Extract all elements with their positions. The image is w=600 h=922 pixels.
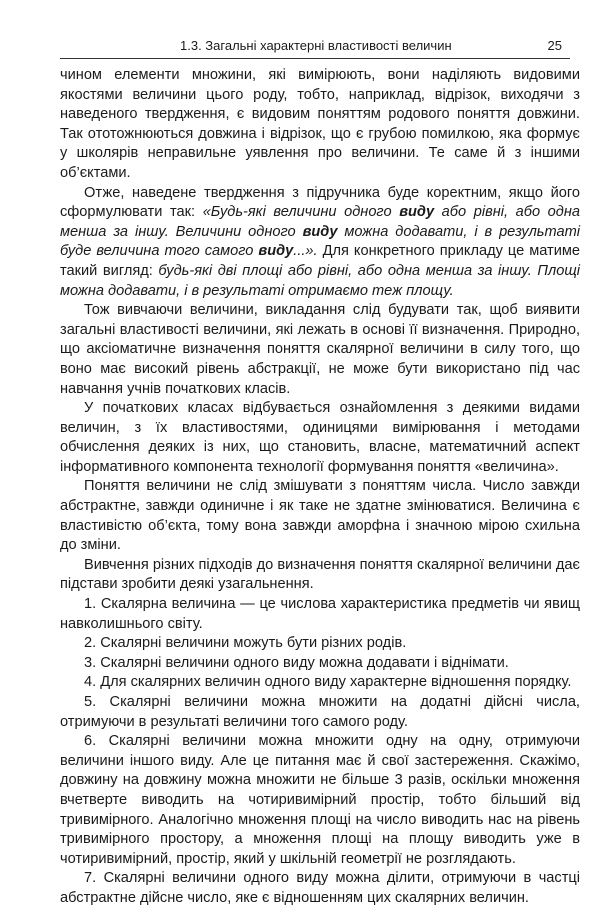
paragraph-generalizations: Вивчення різних підходів до визначення поняття скалярної величини дає підстави зробити деякі узагальнення.	[60, 556, 580, 593]
list-item: 1. Скалярна величина — це числова характеристика предметів чи явищ навколишнього світу.	[60, 596, 580, 632]
paragraph-number-vs-quantity: Поняття величини не слід змішувати з поняттям числа. Число завжди абстрактне, завжди одиничне і як таке не здатне змінюватися. Величина є властивістю об’єкта, тому вона завжди аморфна і значною мірою схильна до зміни.	[60, 478, 580, 554]
paragraph-continuation: чином елементи множини, які вимірюють, вони наділяють видовими якостями величини цього роду, тобто, наприклад, відрізок, виходячи з наведеного твердження, є видовим поняттям родового поняття довжини. Так ототожнюються довжина і відрізок, що є грубою помилкою, яка формує у школярів неправильне уявлення про величини. Те саме й з іншими об’єктами.	[60, 67, 580, 181]
text-run: Для конкретного прикладу це матиме такий вигляд:	[60, 243, 581, 279]
list-item: 5. Скалярні величини можна множити на додатні дійсні числа, отримуючи в результаті величини того самого роду.	[60, 694, 580, 730]
paragraph-primary-classes: У початкових класах відбувається ознайомлення з деякими видами величин, з їх властивостями, одиницями вимірювання і методами обчислення деяких із них, що становить, власне, математичний аспект інформативного компонента технології формування поняття «величина».	[60, 400, 580, 475]
list-item: 6. Скалярні величини можна множити одну на одну, отримуючи величини іншого виду. Але це питання має й свої застереження. Скажімо, довжину на довжину можна множити не більше 3 разів, оскільки множення вчетверте виводить на чотиривимірний простір, тобто більший від тривимірного. Аналогічно множення площі на число виводить нас на рівень тривимірного простору, а множення площі на площу виводить уже в чотиривимірний, простір, який у шкільній геометрії не розглядають.	[60, 733, 580, 867]
list-item: 2. Скалярні величини можуть бути різних родів.	[84, 635, 407, 652]
emphasis-word: виду	[258, 243, 294, 260]
list-item: 7. Скалярні величини одного виду можна ділити, отримуючи в частці абстрактне дійсне число, яке є відношенням цих скалярних величин.	[60, 870, 580, 906]
example-run: будь-які дві площі або рівні, або одна менша за іншу. Площі можна додавати, і в результаті отримаємо теж площу.	[60, 262, 580, 299]
quote-run: «Будь-які величини одного	[202, 204, 400, 221]
list-item: 3. Скалярні величини одного виду можна додавати і віднімати.	[84, 654, 509, 671]
emphasis-word: виду	[302, 223, 338, 240]
quote-run: або рівні, або одна менша за іншу. Величини одного	[60, 204, 581, 240]
running-header	[60, 36, 570, 59]
page-number: 25	[547, 38, 562, 53]
paragraph-corrected-statement	[60, 184, 580, 302]
page-body	[60, 66, 580, 909]
emphasis-word: виду	[399, 204, 435, 221]
paragraph-teaching: Тож вивчаючи величини, викладання слід будувати так, щоб виявити загальні властивості величини, які лежать в основі її визначення. Природно, що аксіоматичне визначення поняття скалярної величини в силу того, що воно має високий рівень абстракції, не може бути використано під час навчання учнів початкових класів.	[60, 302, 580, 397]
quote-run: можна додавати, і в результаті буде величина того самого	[60, 223, 580, 260]
quote-run: ...».	[293, 243, 318, 260]
list-item: 4. Для скалярних величин одного виду характерне відношення порядку.	[84, 674, 572, 691]
section-title: 1.3. Загальні характерні властивості величин	[180, 38, 452, 53]
text-run: Отже, наведене твердження з підручника буде коректним, якщо його сформулювати так:	[60, 184, 580, 221]
